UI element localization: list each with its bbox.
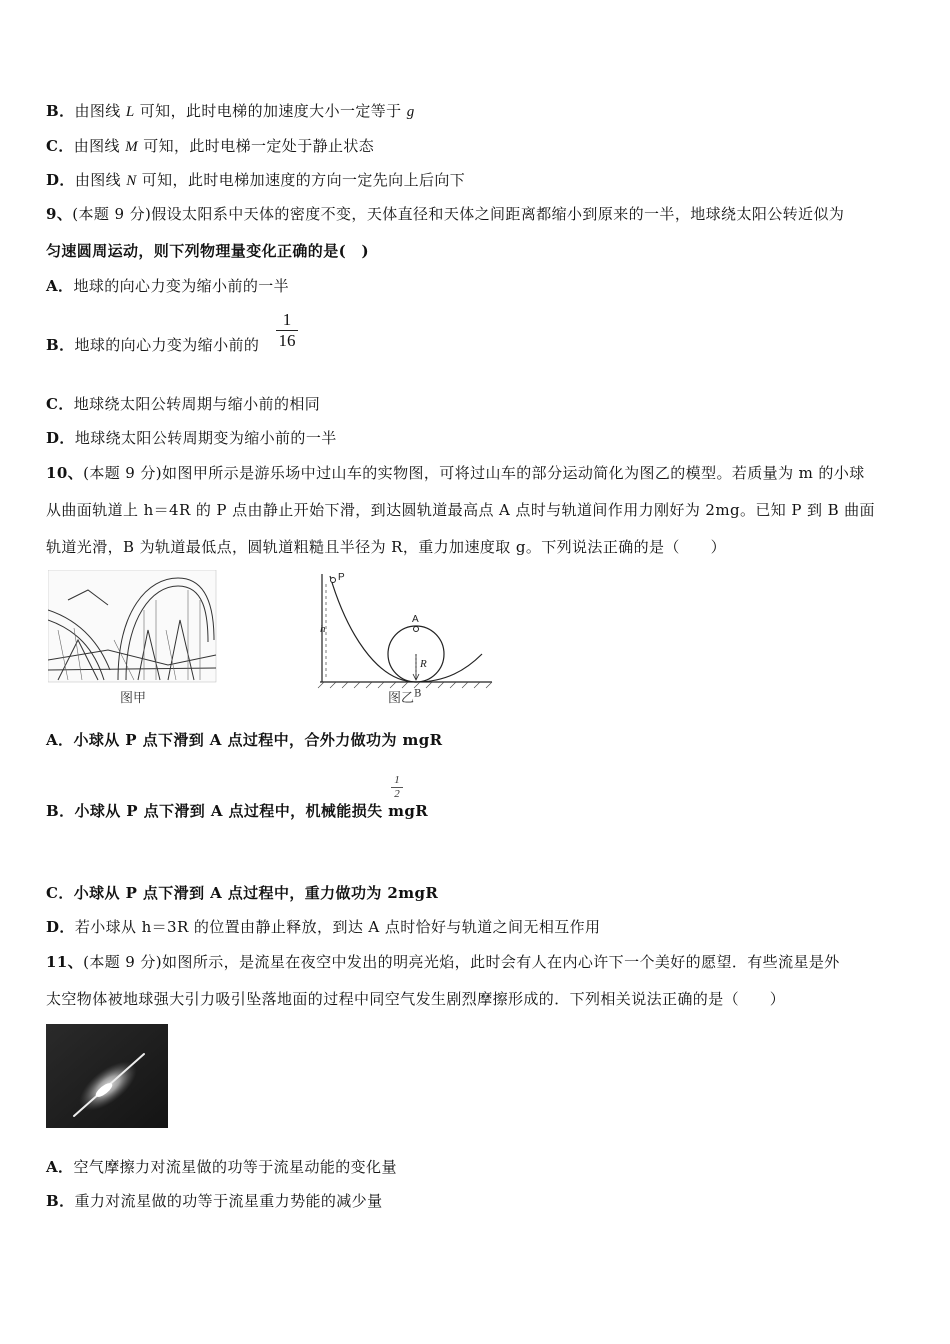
option-text: 可知，此时电梯一定处于静止状态 <box>138 137 375 155</box>
roller-coaster-photo <box>48 570 218 700</box>
question-text: (本题 9 分)假设太阳系中天体的密度不变，天体直径和天体之间距离都缩小到原来的一半，地球绕太阳公转近似为 <box>72 205 845 223</box>
fraction-one-sixteenth <box>276 311 298 350</box>
q10-option-b <box>46 801 428 821</box>
q10-option-c <box>46 883 438 903</box>
option-letter: A． <box>46 1158 74 1176</box>
option-text: 重力对流星做的功等于流星重力势能的减少量 <box>74 1192 383 1210</box>
option-text: 可知，此时电梯的加速度大小一定等于 <box>134 102 407 120</box>
fraction-denominator: 2 <box>394 788 400 800</box>
question-number: 10、 <box>46 464 84 482</box>
option-text: 由图线 <box>73 137 126 155</box>
q11-option-a <box>46 1157 397 1177</box>
option-letter: B． <box>46 336 75 354</box>
fraction-one-half <box>391 775 403 800</box>
question-text: 轨道光滑，B 为轨道最低点，圆轨道粗糙且半径为 R，重力加速度取 g。下列说法正确的是（ ） <box>46 538 727 556</box>
var-n: N <box>126 173 137 189</box>
option-letter: C． <box>46 884 74 902</box>
option-text: 由图线 <box>74 171 127 189</box>
label-a: A <box>412 614 419 625</box>
track-model-diagram <box>316 570 496 690</box>
fraction-numerator: 1 <box>282 310 292 329</box>
option-text: 地球绕太阳公转周期变为缩小前的一半 <box>74 429 337 447</box>
figure-caption-jia: 图甲 <box>120 691 147 706</box>
q9-stem-line1 <box>46 204 844 224</box>
question-number: 9、 <box>46 205 73 223</box>
caption-text: 图乙 <box>388 691 415 706</box>
figure-caption-yi <box>388 687 421 706</box>
question-text: (本题 9 分)如图所示，是流星在夜空中发出的明亮光焰，此时会有人在内心许下一个美好的愿望．有些流星是外 <box>83 953 840 971</box>
question-text: (本题 9 分)如图甲所示是游乐场中过山车的实物图，可将过山车的部分运动简化为图乙的模型。若质量为 m 的小球 <box>83 464 865 482</box>
label-b: B <box>414 688 422 700</box>
option-letter: D． <box>46 918 75 936</box>
q10-option-d <box>46 917 600 937</box>
option-letter: C． <box>46 395 74 413</box>
question-text: 太空物体被地球强大引力吸引坠落地面的过程中同空气发生剧烈摩擦形成的．下列相关说法正确的是（ ） <box>46 990 786 1008</box>
option-text: 若小球从 h＝3R 的位置由静止释放，到达 A 点时恰好与轨道之间无相互作用 <box>74 918 601 936</box>
option-text: 可知，此时电梯加速度的方向一定先向上后向下 <box>136 171 466 189</box>
question-text: 从曲面轨道上 h＝4R 的 P 点由静止开始下滑，到达圆轨道最高点 A 点时与轨道间作用力刚好为 2mg。已知 P 到 B 曲面 <box>46 501 875 519</box>
fraction-numerator: 1 <box>394 774 400 786</box>
option-text: 地球的向心力变为缩小前的 <box>74 336 260 354</box>
var-l: L <box>125 104 135 120</box>
q10-stem-line3 <box>46 537 726 557</box>
option-tail: mgR <box>388 802 429 820</box>
q8-option-b <box>46 101 415 122</box>
q9-option-c <box>46 394 320 414</box>
q8-option-d <box>46 170 465 191</box>
option-text: 小球从 P 点下滑到 A 点过程中，机械能损失 <box>74 802 389 820</box>
option-text: 由图线 <box>74 102 126 120</box>
option-text: 小球从 P 点下滑到 A 点过程中，重力做功为 2mgR <box>73 884 439 902</box>
option-letter: D． <box>46 429 75 447</box>
option-letter: B． <box>46 802 75 820</box>
meteor-photo <box>46 1024 168 1128</box>
var-g: g <box>406 104 415 120</box>
question-text: 匀速圆周运动，则下列物理量变化正确的是( ) <box>46 242 369 260</box>
option-letter: B． <box>46 102 75 120</box>
option-text: 空气摩擦力对流星做的功等于流星动能的变化量 <box>73 1158 397 1176</box>
var-m: M <box>125 139 139 155</box>
option-text: 地球的向心力变为缩小前的一半 <box>73 277 290 295</box>
option-letter: A． <box>46 731 74 749</box>
question-number: 11、 <box>46 953 84 971</box>
option-text: 小球从 P 点下滑到 A 点过程中，合外力做功为 mgR <box>73 731 443 749</box>
q9-option-d <box>46 428 337 448</box>
option-letter: C． <box>46 137 74 155</box>
q10-option-a <box>46 730 443 750</box>
q9-stem-line2 <box>46 241 369 261</box>
label-h: h <box>320 623 326 635</box>
option-letter: A． <box>46 277 74 295</box>
q11-option-b <box>46 1191 383 1211</box>
label-r: R <box>420 658 427 670</box>
q10-stem-line2 <box>46 500 875 520</box>
q8-option-c <box>46 136 374 157</box>
option-text: 地球绕太阳公转周期与缩小前的相同 <box>73 395 321 413</box>
label-p: P <box>338 572 345 583</box>
q11-stem-line2 <box>46 989 785 1009</box>
q9-option-b <box>46 335 259 355</box>
q10-stem-line1 <box>46 463 865 483</box>
q9-option-a <box>46 276 289 296</box>
q11-stem-line1 <box>46 952 840 972</box>
option-letter: B． <box>46 1192 75 1210</box>
fraction-denominator: 16 <box>278 331 296 350</box>
option-letter: D． <box>46 171 75 189</box>
